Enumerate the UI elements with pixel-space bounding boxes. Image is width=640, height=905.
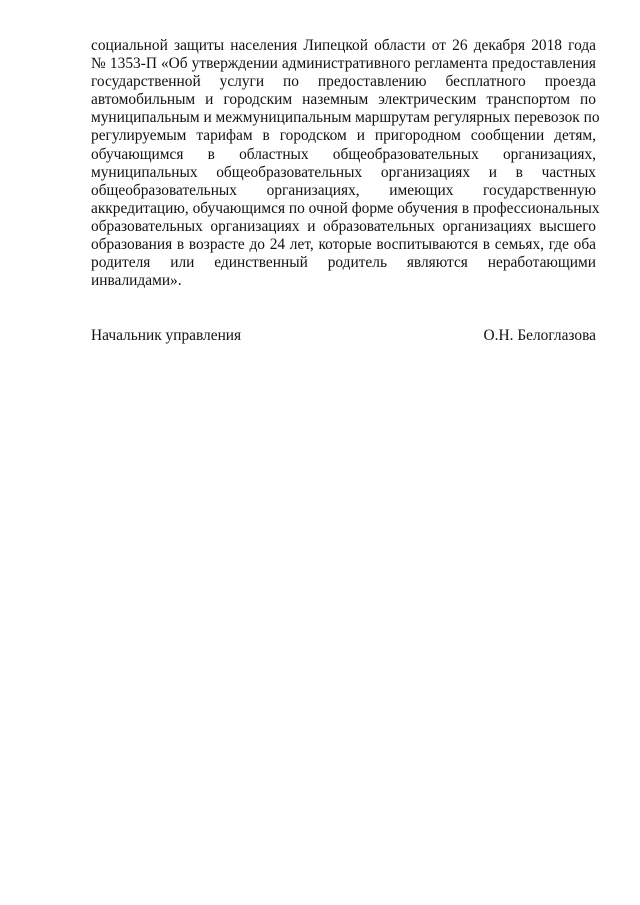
body-line: образовательных организациях и образовательных организациях высшего	[91, 217, 596, 235]
body-line: аккредитацию, обучающимся по очной форме обучения в профессиональных	[91, 199, 600, 217]
body-line: государственной услуги по предоставлению бесплатного проезда	[91, 73, 596, 91]
signature-block	[91, 327, 596, 345]
body-line: муниципальным и межмуниципальным маршрутам регулярных перевозок по	[91, 109, 600, 127]
body-line: родителя или единственный родитель являются неработающими	[91, 254, 596, 272]
document-body-text	[91, 37, 600, 290]
body-line: автомобильным и городским наземным электрическим транспортом по	[91, 91, 596, 109]
body-line: общеобразовательных организациях, имеющих государственную	[91, 181, 596, 199]
body-line: обучающимся в областных общеобразовательных организациях,	[91, 145, 596, 163]
body-line: регулируемым тарифам в городском и пригородном сообщении детям,	[91, 127, 596, 145]
signatory-position: Начальник управления	[91, 327, 242, 344]
body-line: образования в возрасте до 24 лет, которые воспитываются в семьях, где оба	[91, 236, 596, 254]
body-line: муниципальных общеобразовательных организациях и в частных	[91, 163, 596, 181]
body-line: № 1353-П «Об утверждении административного регламента предоставления	[91, 55, 596, 73]
body-line: социальной защиты населения Липецкой области от 26 декабря 2018 года	[91, 37, 596, 54]
signatory-name: О.Н. Белоглазова	[483, 327, 596, 344]
body-line: инвалидами».	[91, 272, 182, 290]
